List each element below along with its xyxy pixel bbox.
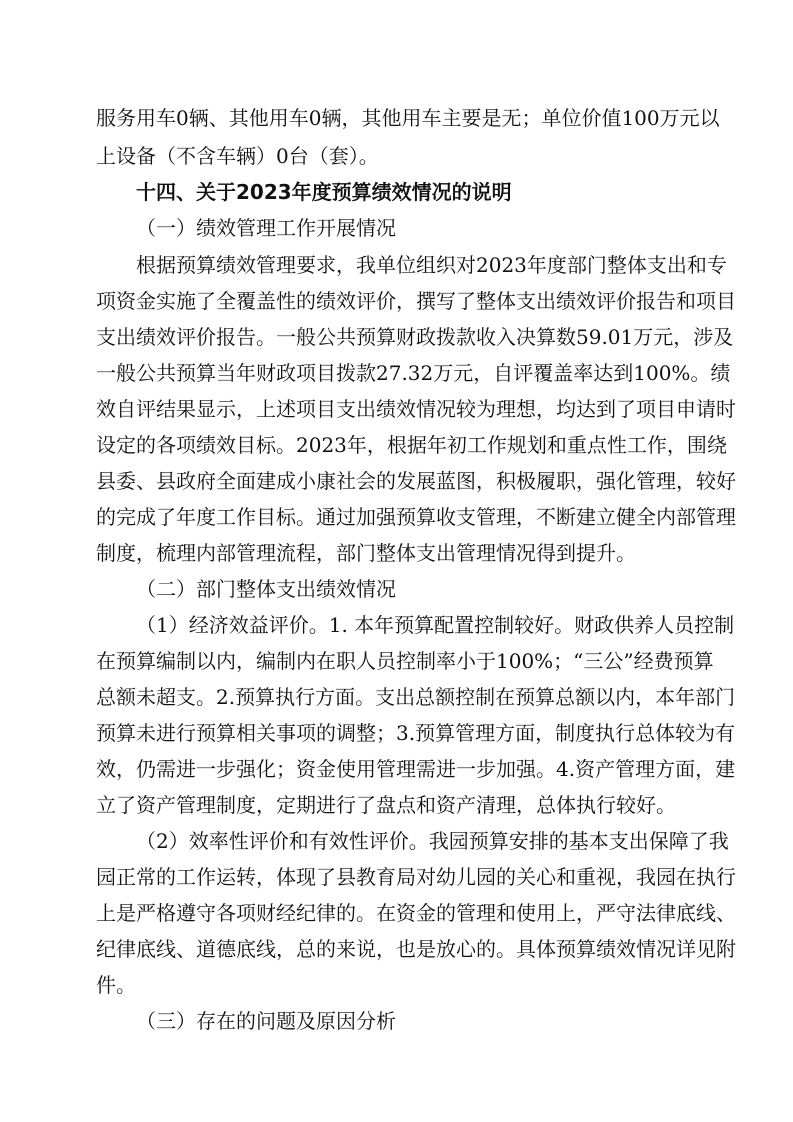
text-line: 制度，梳理内部管理流程，部门整体支出管理情况得到提升。 (96, 541, 636, 565)
text-line: 根据预算绩效管理要求，我单位组织对2023年度部门整体支出和专 (136, 253, 727, 277)
text-line: 项资金实施了全覆盖性的绩效评价，撰写了整体支出绩效评价报告和项目 (96, 289, 736, 313)
text-line: 在预算编制以内，编制内在职人员控制率小于100%；“三公”经费预算 (96, 649, 714, 673)
text-line: 件。 (96, 973, 136, 997)
text-line: （1）经济效益评价。1. 本年预算配置控制较好。财政供养人员控制 (136, 613, 735, 637)
subsection-heading: （三）存在的问题及原因分析 (136, 1009, 396, 1033)
text-line: 上是严格遵守各项财经纪律的。在资金的管理和使用上，严守法律底线、 (96, 901, 736, 925)
text-line: 纪律底线、道德底线，总的来说，也是放心的。具体预算绩效情况详见附 (96, 937, 736, 961)
section-heading: 十四、关于2023年度预算绩效情况的说明 (136, 180, 512, 204)
text-line: 一般公共预算当年财政项目拨款27.32万元，自评覆盖率达到100%。绩 (96, 361, 731, 385)
text-line: 园正常的工作运转，体现了县教育局对幼儿园的关心和重视，我园在执行 (96, 865, 736, 889)
text-line: 县委、县政府全面建成小康社会的发展蓝图，积极履职，强化管理，较好 (96, 469, 736, 493)
subsection-heading: （二）部门整体支出绩效情况 (136, 577, 396, 601)
text-line: 上设备（不含车辆）0台（套）。 (96, 144, 379, 168)
text-line: 设定的各项绩效目标。2023年，根据年初工作规划和重点性工作，围绕 (96, 433, 727, 457)
text-line: 预算未进行预算相关事项的调整；3.预算管理方面，制度执行总体较为有 (96, 721, 736, 745)
text-line: 效，仍需进一步强化；资金使用管理需进一步加强。4.资产管理方面，建 (96, 757, 736, 781)
text-line: 服务用车0辆、其他用车0辆，其他用车主要是无；单位价值100万元以 (96, 106, 720, 130)
text-line: 总额未超支。2.预算执行方面。支出总额控制在预算总额以内，本年部门 (96, 685, 736, 709)
text-line: 的完成了年度工作目标。通过加强预算收支管理，不断建立健全内部管理 (96, 505, 736, 529)
text-line: （2）效率性评价和有效性评价。我园预算安排的基本支出保障了我 (136, 829, 729, 853)
text-line: 立了资产管理制度，定期进行了盘点和资产清理，总体执行较好。 (96, 793, 676, 817)
subsection-heading: （一）绩效管理工作开展情况 (136, 216, 396, 240)
text-line: 效自评结果显示，上述项目支出绩效情况较为理想，均达到了项目申请时 (96, 397, 736, 421)
text-line: 支出绩效评价报告。一般公共预算财政拨款收入决算数59.01万元，涉及 (96, 325, 734, 349)
